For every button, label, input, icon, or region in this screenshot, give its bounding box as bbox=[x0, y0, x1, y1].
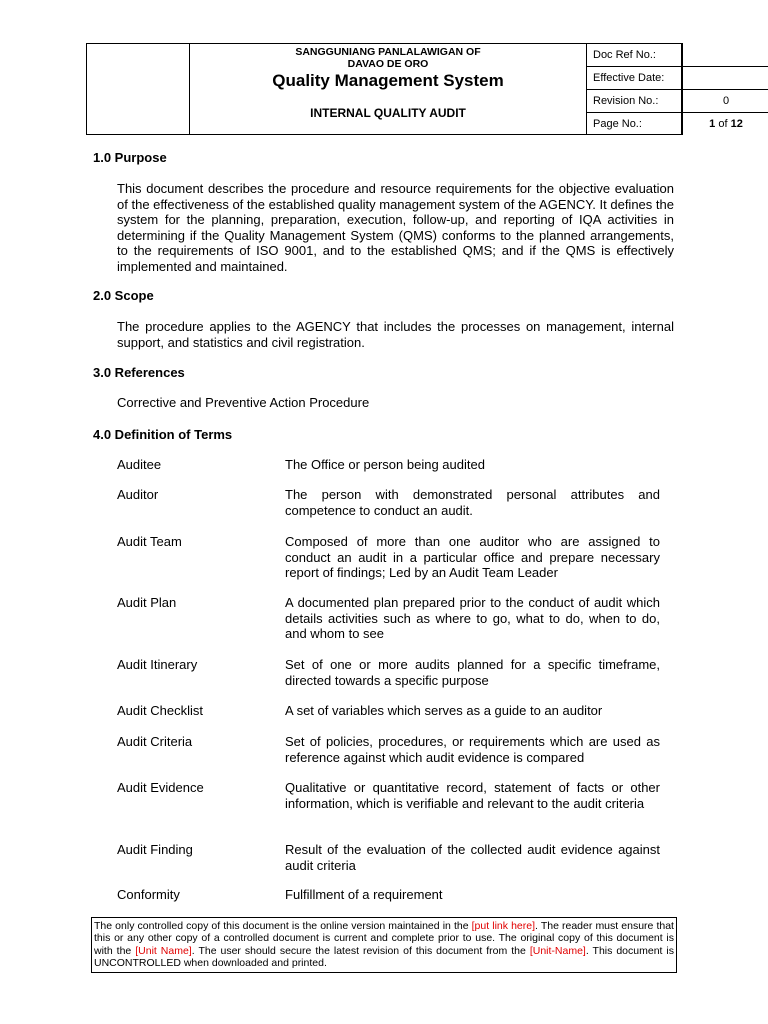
system-title: Quality Management System bbox=[272, 71, 504, 90]
notice-text-1: The only controlled copy of this document is the online version maintained in the bbox=[94, 920, 472, 932]
header-title-cell bbox=[190, 44, 587, 134]
definitions-heading: 4.0 Definition of Terms bbox=[93, 427, 233, 442]
revision-row bbox=[587, 90, 768, 113]
document-title: INTERNAL QUALITY AUDIT bbox=[310, 106, 466, 120]
term-definition: A documented plan prepared prior to the conduct of audit which details activities such as where to go, what to do, when to do, and whom to see bbox=[285, 595, 660, 642]
organization-line-1: SANGGUNIANG PANLALAWIGAN OF bbox=[295, 46, 481, 58]
revision-value: 0 bbox=[722, 95, 730, 107]
term-definition: The Office or person being audited bbox=[285, 457, 485, 472]
references-text: Corrective and Preventive Action Procedure bbox=[117, 395, 370, 410]
page-number-row bbox=[587, 113, 768, 135]
effective-date-label: Effective Date: bbox=[593, 72, 665, 84]
term-definition: Set of policies, procedures, or requirements which are used as reference against which audit evidence is compared bbox=[285, 734, 660, 765]
doc-ref-value bbox=[682, 44, 768, 49]
term-label: Conformity bbox=[117, 887, 180, 902]
doc-ref-row bbox=[587, 44, 768, 67]
term-label: Audit Evidence bbox=[117, 780, 204, 795]
organization-line-2: DAVAO DE ORO bbox=[347, 58, 429, 70]
revision-value-cell bbox=[681, 90, 768, 112]
term-label: Audit Plan bbox=[117, 595, 177, 610]
term-definition: Set of one or more audits planned for a specific timeframe, directed towards a specific purpose bbox=[285, 657, 660, 688]
page-number-value bbox=[682, 113, 768, 130]
term-definition: Qualitative or quantitative record, statement of facts or other information, which is verifiable and relevant to the audit criteria bbox=[285, 780, 660, 811]
organization-name bbox=[190, 46, 586, 70]
purpose-heading: 1.0 Purpose bbox=[93, 150, 167, 165]
references-heading: 3.0 References bbox=[93, 365, 185, 380]
term-definition: Result of the evaluation of the collected audit evidence against audit criteria bbox=[285, 842, 660, 873]
notice-text-3: . The user should secure the latest revision of this document from the bbox=[191, 944, 530, 957]
page-total: 12 bbox=[730, 118, 743, 130]
term-definition: The person with demonstrated personal attributes and competence to conduct an audit. bbox=[285, 487, 660, 518]
term-label: Auditor bbox=[117, 487, 159, 502]
effective-date-value bbox=[682, 67, 768, 72]
page-number-value-cell bbox=[681, 113, 768, 135]
unit-name-placeholder-2: [Unit-Name] bbox=[529, 944, 586, 957]
doc-ref-value-cell bbox=[681, 44, 768, 66]
notice-text-2: . The reader must ensure that this or any other copy of a controlled document is current and complete prior to use. The original copy of this document is with the bbox=[94, 920, 674, 957]
logo-cell bbox=[87, 44, 190, 134]
page-current: 1 bbox=[709, 118, 716, 130]
revision-label: Revision No.: bbox=[593, 95, 659, 107]
term-label: Audit Criteria bbox=[117, 734, 193, 749]
effective-date-value-cell bbox=[681, 67, 768, 89]
term-label: Audit Itinerary bbox=[117, 657, 198, 672]
term-label: Auditee bbox=[117, 457, 162, 472]
term-label: Audit Finding bbox=[117, 842, 193, 857]
document-control-grid bbox=[587, 44, 743, 134]
online-link-placeholder[interactable]: [put link here] bbox=[471, 920, 536, 932]
term-definition: A set of variables which serves as a guide to an auditor bbox=[285, 703, 603, 718]
unit-name-placeholder: [Unit Name] bbox=[135, 944, 192, 957]
controlled-copy-notice bbox=[91, 917, 677, 973]
doc-ref-label: Doc Ref No.: bbox=[593, 49, 656, 61]
notice-text-4: . This document is UNCONTROLLED when downloaded and printed. bbox=[94, 944, 675, 970]
scope-heading: 2.0 Scope bbox=[93, 288, 154, 303]
term-label: Audit Team bbox=[117, 534, 182, 549]
term-definition: Fulfillment of a requirement bbox=[285, 887, 443, 902]
page-of: of bbox=[718, 118, 728, 130]
term-definition: Composed of more than one auditor who are assigned to conduct an audit in a particular office and prepare necessary report of findings; Led by an Audit Team Leader bbox=[285, 534, 660, 581]
purpose-text: This document describes the procedure and resource requirements for the objective evaluation of the effectiveness of the established quality management system of the AGENCY. It defines the system for the planning, preparation, execution, follow-up, and reporting of IQA activities in determining if the Quality Management System (QMS) conforms to the planned arrangements, to the requirements of ISO 9001, and to the established QMS; and if the QMS is effectively implemented and maintained. bbox=[117, 181, 674, 274]
page-number-label: Page No.: bbox=[593, 118, 642, 130]
term-label: Audit Checklist bbox=[117, 703, 203, 718]
document-header-table bbox=[86, 43, 743, 135]
effective-date-row bbox=[587, 67, 768, 90]
scope-text: The procedure applies to the AGENCY that includes the processes on management, internal support, and statistics and civil registration. bbox=[117, 319, 674, 350]
